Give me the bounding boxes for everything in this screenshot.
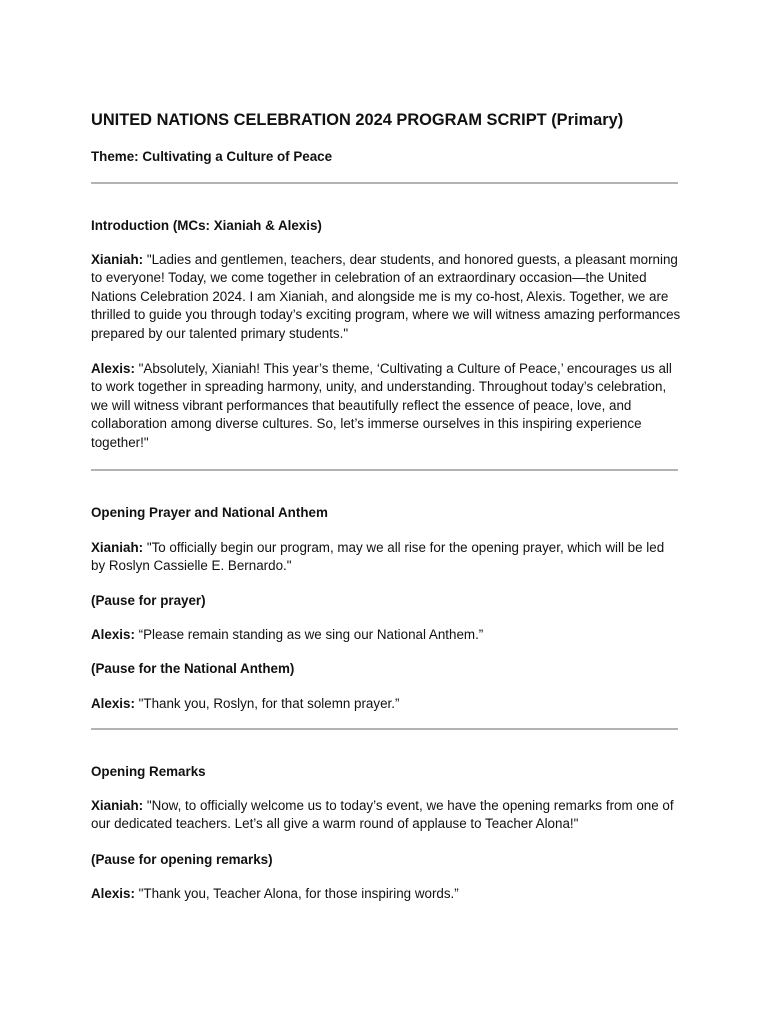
theme-line: Theme: Cultivating a Culture of Peace xyxy=(91,149,333,164)
speaker-name: Alexis: xyxy=(91,627,135,642)
section-divider xyxy=(91,728,678,730)
dialogue-text: "Now, to officially welcome us to today’s event, we have the opening remarks from one of our dedicated teachers. Let’s all give a warm round of applause to Teacher Alona!" xyxy=(91,798,674,832)
dialogue-text: "Thank you, Teacher Alona, for those inspiring words.” xyxy=(134,886,459,901)
section-heading-opening-prayer: Opening Prayer and National Anthem xyxy=(91,505,328,520)
section-divider xyxy=(91,469,678,471)
dialogue-text: "To officially begin our program, may we all rise for the opening prayer, which will be led by Roslyn Cassielle E. Bernardo." xyxy=(91,540,665,574)
stage-direction: (Pause for prayer) xyxy=(91,593,206,608)
dialogue-paragraph xyxy=(91,360,681,452)
speaker-name: Alexis: xyxy=(91,886,135,901)
stage-direction: (Pause for the National Anthem) xyxy=(91,661,295,676)
speaker-name: Xianiah: xyxy=(91,252,144,267)
section-heading-opening-remarks: Opening Remarks xyxy=(91,764,206,779)
speaker-name: Alexis: xyxy=(91,361,135,376)
speaker-name: Alexis: xyxy=(91,696,135,711)
dialogue-text: "Absolutely, Xianiah! This year’s theme, ‘Cultivating a Culture of Peace,’ encourages us all to work together in spreading harmony, unity, and understanding. Throughout today’s celebration, we will witness vibrant performances that beautifully reflect the essence of peace, love, and collaboration among diverse cultures. So, let’s immerse ourselves in this inspiring experience together!" xyxy=(91,361,672,450)
speaker-name: Xianiah: xyxy=(91,540,144,555)
dialogue-text: “Please remain standing as we sing our National Anthem.” xyxy=(134,627,484,642)
dialogue-paragraph xyxy=(91,797,681,834)
dialogue-paragraph xyxy=(91,539,681,576)
dialogue-paragraph xyxy=(91,251,681,343)
section-divider xyxy=(91,182,678,184)
page-title: UNITED NATIONS CELEBRATION 2024 PROGRAM SCRIPT (Primary) xyxy=(91,111,624,129)
dialogue-paragraph xyxy=(91,695,681,713)
section-heading-introduction: Introduction (MCs: Xianiah & Alexis) xyxy=(91,218,322,233)
dialogue-paragraph xyxy=(91,885,681,903)
speaker-name: Xianiah: xyxy=(91,798,144,813)
dialogue-paragraph xyxy=(91,626,681,644)
dialogue-text: "Ladies and gentlemen, teachers, dear students, and honored guests, a pleasant morning to everyone! Today, we come together in celebration of an extraordinary occasion—the United Nations Celebration 2024. I am Xianiah, and alongside me is my co-host, Alexis. Together, we are thrilled to guide you through today’s exciting program, where we will witness amazing performances prepared by our talented primary students." xyxy=(91,252,681,341)
stage-direction: (Pause for opening remarks) xyxy=(91,852,273,867)
dialogue-text: "Thank you, Roslyn, for that solemn prayer.” xyxy=(134,696,400,711)
